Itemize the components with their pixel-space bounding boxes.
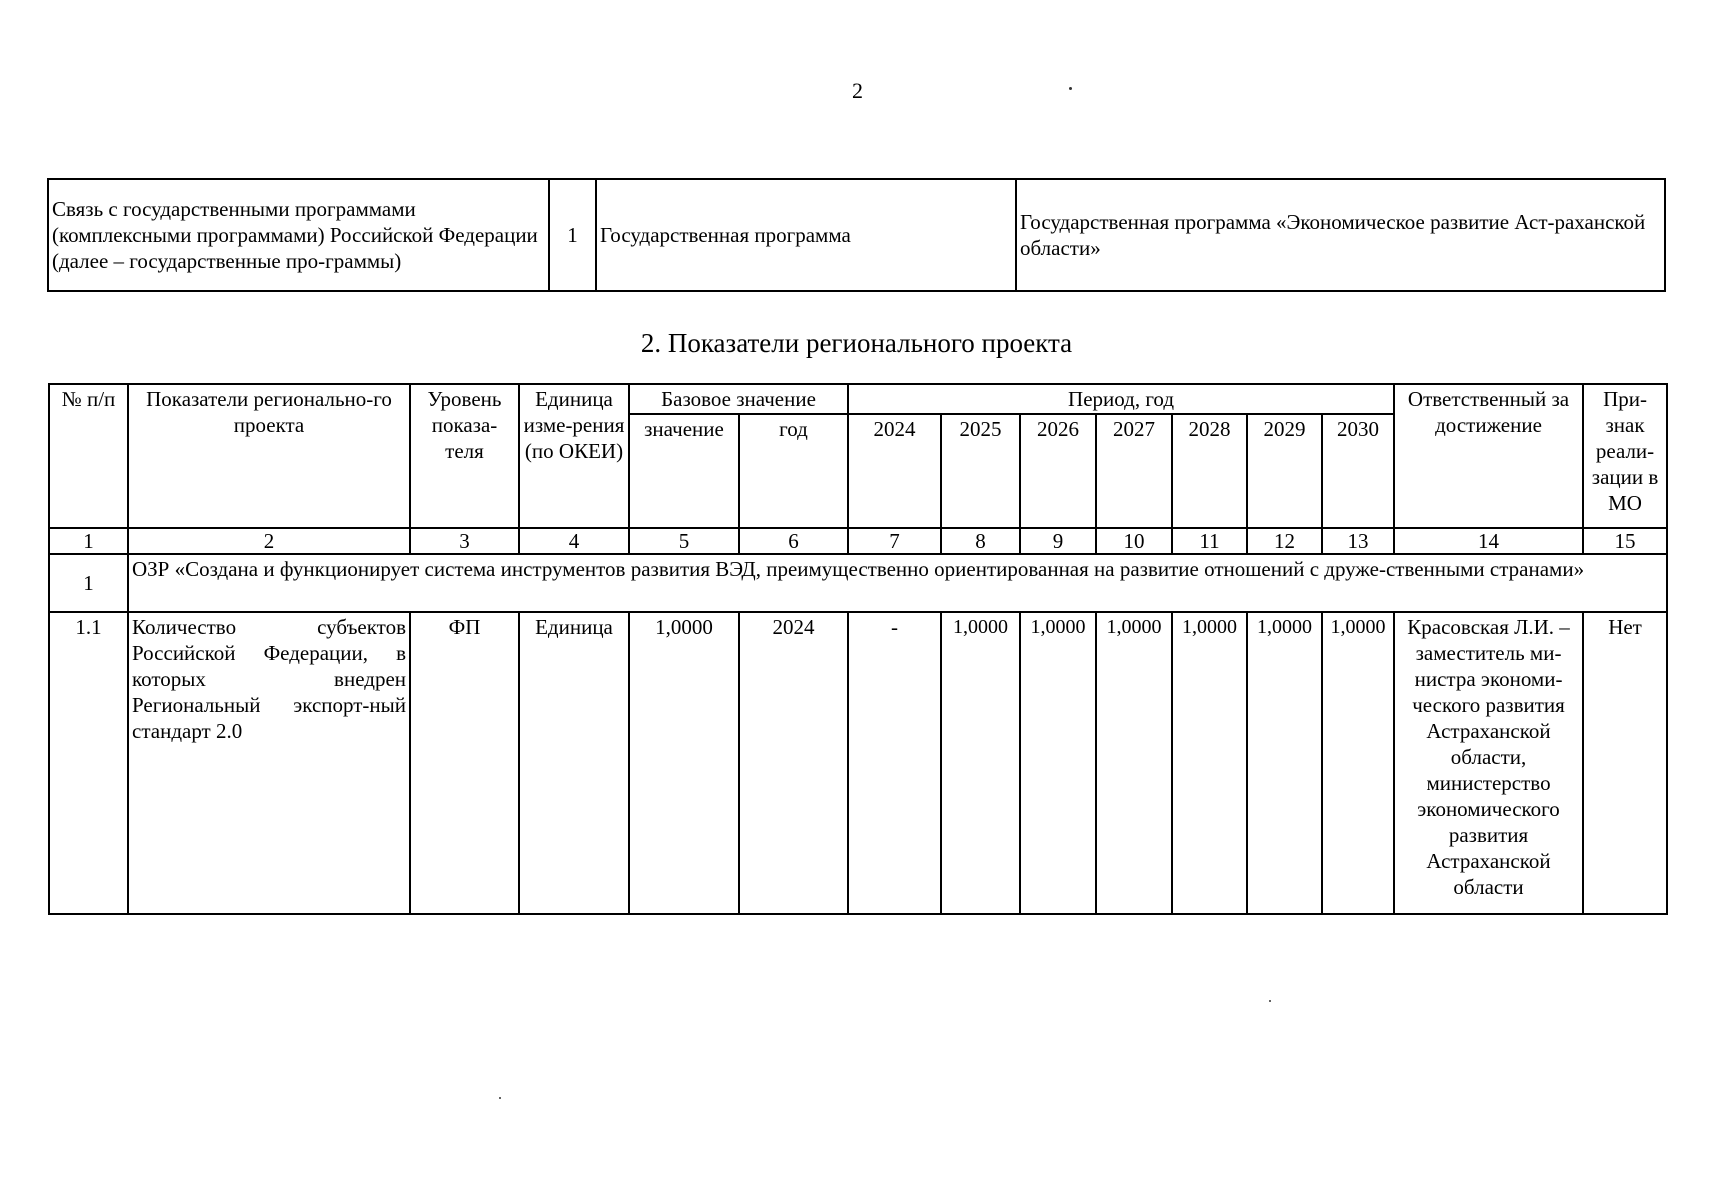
row-base-year: 2024 [739, 612, 848, 914]
header-row-1 [49, 384, 1667, 414]
indicators-table [48, 383, 1668, 915]
row-responsible: Красовская Л.И. – заместитель ми-нистра экономи-ческого развития Астраханской области, министерство экономического развития Астраханской области [1394, 612, 1583, 914]
header-responsible: Ответственный за достижение [1394, 384, 1583, 528]
program-link-type: Государственная программа [596, 179, 1016, 291]
header-year: 2024 [848, 414, 941, 528]
row-base-value: 1,0000 [629, 612, 739, 914]
goal-text: ОЗР «Создана и функционирует система инструментов развития ВЭД, преимущественно ориентированная на развитие отношений с друже-ственными странами» [128, 554, 1667, 612]
column-number: 5 [629, 528, 739, 554]
header-unit: Единица изме-рения (по ОКЕИ) [519, 384, 629, 528]
row-value-2030: 1,0000 [1322, 612, 1394, 914]
column-number: 7 [848, 528, 941, 554]
row-value-2029: 1,0000 [1247, 612, 1322, 914]
program-link-row [48, 179, 1665, 291]
header-base-value-year: год [739, 414, 848, 528]
header-num: № п/п [49, 384, 128, 528]
scan-speck [499, 1097, 501, 1099]
row-unit: Единица [519, 612, 629, 914]
column-number: 2 [128, 528, 410, 554]
scan-speck [1069, 87, 1072, 90]
row-indicator: Количество субъектов Российской Федерации, в которых внедрен Региональный экспорт-ный стандарт 2.0 [128, 612, 410, 914]
row-number: 1.1 [49, 612, 128, 914]
scan-speck [1269, 1000, 1271, 1002]
header-indicator: Показатели регионально-го проекта [128, 384, 410, 528]
table-row [49, 612, 1667, 914]
row-value-2024: - [848, 612, 941, 914]
header-year: 2025 [941, 414, 1020, 528]
column-number: 13 [1322, 528, 1394, 554]
goal-number: 1 [49, 554, 128, 612]
program-link-number: 1 [549, 179, 596, 291]
column-number: 6 [739, 528, 848, 554]
column-number: 3 [410, 528, 519, 554]
goal-row [49, 554, 1667, 612]
program-link-label: Связь с государственными программами (комплексными программами) Российской Федерации (далее – государственные про-граммы) [48, 179, 549, 291]
column-number: 9 [1020, 528, 1096, 554]
row-value-2026: 1,0000 [1020, 612, 1096, 914]
column-number-row [49, 528, 1667, 554]
section-title: 2. Показатели регионального проекта [640, 328, 1073, 358]
header-year: 2028 [1172, 414, 1247, 528]
header-year: 2029 [1247, 414, 1322, 528]
column-number: 14 [1394, 528, 1583, 554]
header-mo-flag: При-знак реали-зации в МО [1583, 384, 1667, 528]
column-number: 4 [519, 528, 629, 554]
column-number: 10 [1096, 528, 1172, 554]
header-base-value: Базовое значение [629, 384, 848, 414]
row-mo-flag: Нет [1583, 612, 1667, 914]
program-link-table [47, 178, 1666, 292]
page-number: 2 [852, 78, 863, 103]
row-value-2025: 1,0000 [941, 612, 1020, 914]
header-period: Период, год [848, 384, 1394, 414]
program-link-name: Государственная программа «Экономическое развитие Аст-раханской области» [1016, 179, 1665, 291]
header-level: Уровень показа-теля [410, 384, 519, 528]
header-base-value-value: значение [629, 414, 739, 528]
header-year: 2030 [1322, 414, 1394, 528]
header-year: 2026 [1020, 414, 1096, 528]
row-value-2027: 1,0000 [1096, 612, 1172, 914]
row-value-2028: 1,0000 [1172, 612, 1247, 914]
column-number: 15 [1583, 528, 1667, 554]
column-number: 8 [941, 528, 1020, 554]
column-number: 11 [1172, 528, 1247, 554]
column-number: 12 [1247, 528, 1322, 554]
row-level: ФП [410, 612, 519, 914]
column-number: 1 [49, 528, 128, 554]
header-year: 2027 [1096, 414, 1172, 528]
